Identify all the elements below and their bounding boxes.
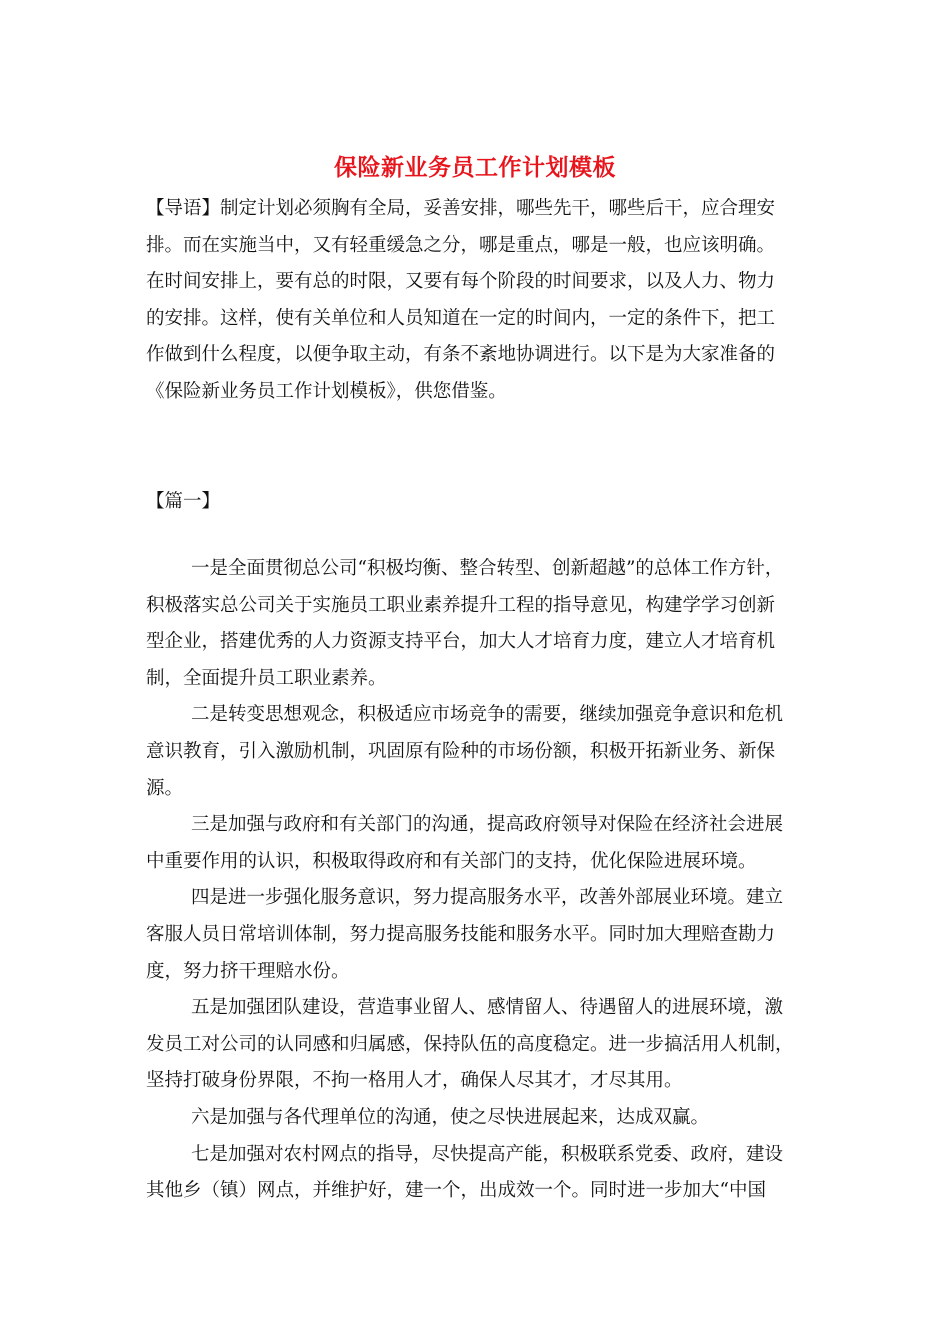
- intro-paragraph: [146, 191, 810, 411]
- paragraph-1-line: 型企业，搭建优秀的人力资源支持平台，加大人才培育力度，建立人才培育机: [146, 631, 776, 653]
- intro-line: 的安排。这样，使有关单位和人员知道在一定的时间内，一定的条件下，把工: [146, 307, 776, 329]
- paragraph-3-line: 中重要作用的认识，积极取得政府和有关部门的支持，优化保险进展环境。: [146, 850, 757, 872]
- paragraph-5-line: 坚持打破身份界限，不拘一格用人才，确保人尽其才，才尽其用。: [146, 1070, 683, 1092]
- paragraph-2-line: 二是转变思想观念，积极适应市场竞争的需要，继续加强竞争意识和危机: [191, 704, 784, 726]
- paragraph-1-line: 制，全面提升员工职业素养。: [146, 667, 387, 689]
- intro-line: 【导语】制定计划必须胸有全局，妥善安排，哪些先干，哪些后干，应合理安: [146, 198, 776, 219]
- paragraph-3-line: 三是加强与政府和有关部门的沟通，提高政府领导对保险在经济社会进展: [191, 814, 784, 836]
- paragraph-7-line: 其他乡（镇）网点，并维护好，建一个，出成效一个。同时进一步加大“中国: [146, 1180, 766, 1202]
- intro-line: 《保险新业务员工作计划模板》，供您借鉴。: [146, 380, 507, 402]
- body-text: [146, 551, 810, 1210]
- paragraph-2-line: 意识教育，引入激励机制，巩固原有险种的市场份额，积极开拓新业务、新保: [146, 740, 776, 762]
- intro-line: 在时间安排上，要有总的时限，又要有每个阶段的时间要求，以及人力、物力: [146, 271, 776, 293]
- intro-line: 作做到什么程度，以便争取主动，有条不紊地协调进行。以下是为大家准备的: [146, 344, 776, 366]
- paragraph-7-line: 七是加强对农村网点的指导，尽快提高产能，积极联系党委、政府，建设: [191, 1143, 784, 1165]
- paragraph-4-line: 度，努力挤干理赔水份。: [146, 960, 350, 982]
- paragraph-4-line: 四是进一步强化服务意识，努力提高服务水平，改善外部展业环境。建立: [191, 887, 784, 909]
- section-heading: 【篇一】: [146, 491, 221, 512]
- intro-line: 排。而在实施当中，又有轻重缓急之分，哪是重点，哪是一般，也应该明确。: [146, 234, 776, 256]
- paragraph-1-line: 积极落实总公司关于实施员工职业素养提升工程的指导意见，构建学学习创新: [146, 594, 776, 616]
- paragraph-2-line: 源。: [146, 777, 184, 799]
- paragraph-4-line: 客服人员日常培训体制，努力提高服务技能和服务水平。同时加大理赔查勘力: [146, 923, 776, 945]
- paragraph-1-line: 一是全面贯彻总公司“积极均衡、整合转型、创新超越”的总体工作方针，: [191, 558, 784, 579]
- document-title: 保险新业务员工作计划模板: [334, 154, 616, 181]
- paragraph-5-line: 五是加强团队建设，营造事业留人、感情留人、待遇留人的进展环境，激: [191, 997, 784, 1019]
- paragraph-6-line: 六是加强与各代理单位的沟通，使之尽快进展起来，达成双赢。: [191, 1106, 710, 1128]
- paragraph-5-line: 发员工对公司的认同感和归属感，保持队伍的高度稳定。进一步搞活用人机制，: [146, 1033, 794, 1055]
